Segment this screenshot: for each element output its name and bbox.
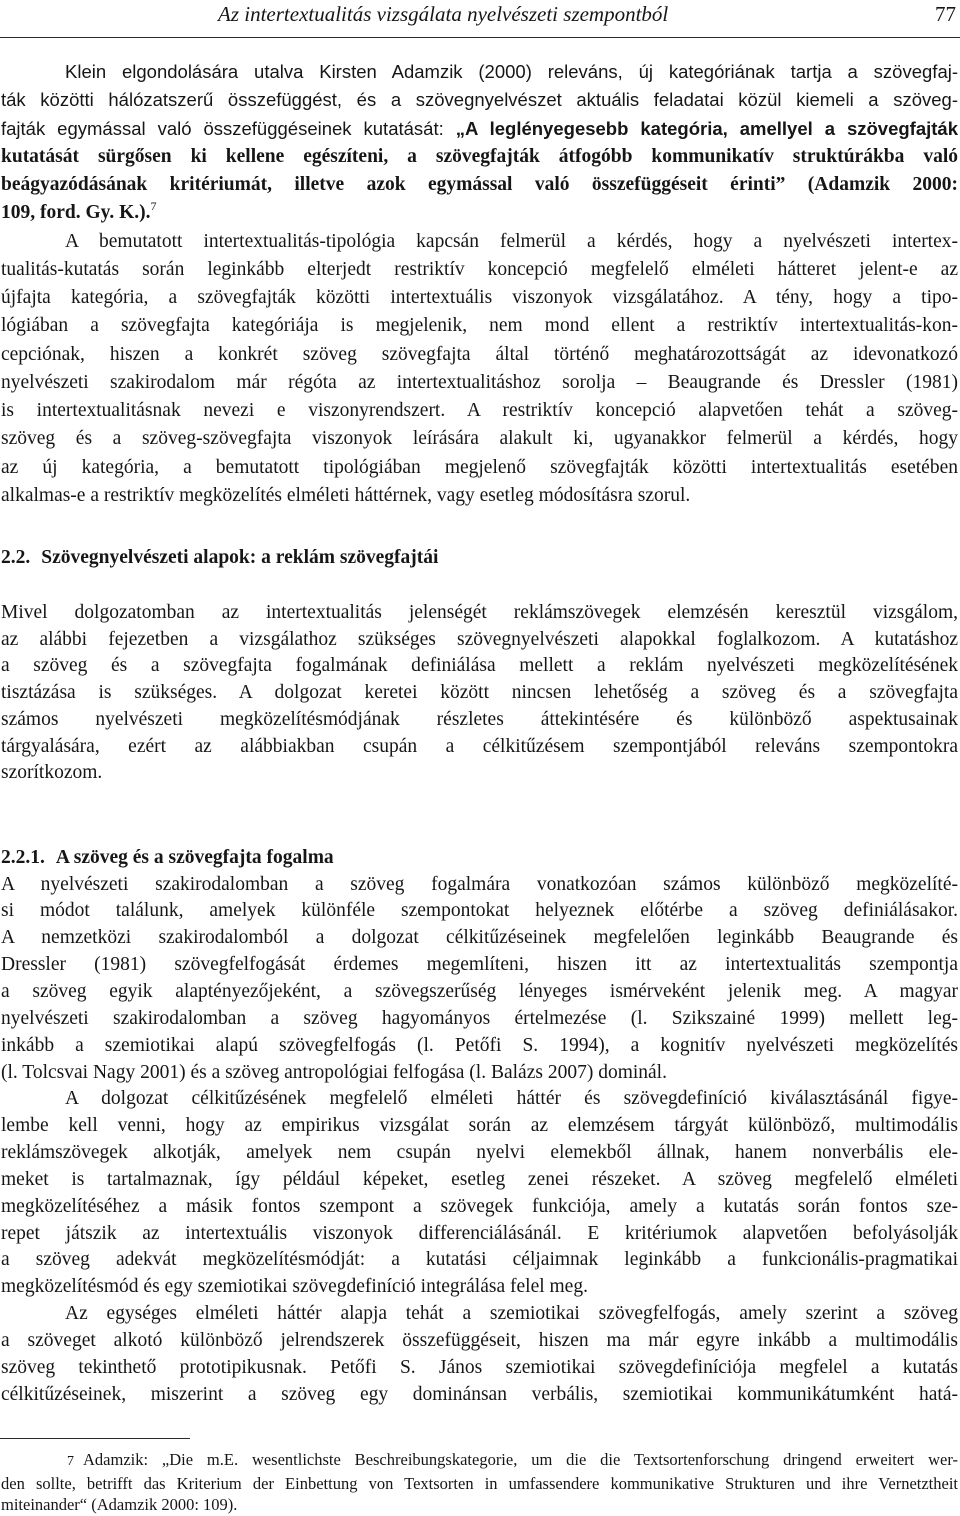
text-line: A dolgozat célkitűzésének megfelelő elméleti háttér és szövegdefiníció kiválasztásánál figye-	[65, 1088, 958, 1110]
footnote-line	[1, 1449, 958, 1473]
paragraph	[1, 872, 958, 1087]
text-line: tárgyalására, ezért az alábbiakban csupán a célkitűzésem szempontjából releváns szempontokra	[1, 735, 958, 757]
text-line: szöveg és a szöveg-szövegfajta viszonyok leírására alakult ki, ugyanakkor felmerül a kérdés, hogy	[1, 428, 958, 450]
text-line: az új kategória, a bemutatott tipológiában megjelenő szövegfajták közötti intertextualitás esetében	[1, 456, 958, 478]
header-rule	[0, 37, 960, 38]
text-line: Mivel dolgozatomban az intertextualitás jelenségét reklámszövegek elemzésén keresztül vizsgálom,	[1, 602, 958, 623]
text-line	[1, 171, 958, 199]
text-line: szorítkozom.	[1, 762, 103, 784]
text-line: újfajta kategória, a szövegfajták közötti intertextuális viszonyok vizsgálatához. A tény, hogy a tipo-	[1, 287, 958, 308]
text-line: A bemutatott intertextualitás-tipológia kapcsán felmerül a kérdés, hogy a nyelvészeti intertex-	[65, 230, 958, 252]
text-line	[1, 115, 958, 143]
text-line: szöveg tekinthető prototipikusnak. Petőfi S. János szemiotikai szövegdefiníciója megfelel a kutatás	[1, 1356, 958, 1378]
text-line: a szöveg egyik alaptényezőjeként, a szövegszerűség lényeges ismérveként jelenik meg. A magyar	[1, 980, 958, 1002]
paragraph	[1, 1301, 958, 1408]
text-line	[1, 199, 958, 227]
quote-text: „A leglényegesebb kategória, amellyel a szövegfajták	[455, 117, 959, 139]
text-line-segment: fajták egymással való összefüggéseinek kutatását:	[1, 117, 444, 139]
text-line: az alábbi fejezetben a vizsgálathoz szükséges szövegnyelvészeti alapokkal foglalkozom. A kutatáshoz	[1, 628, 958, 650]
footnote-line: den sollte, betrifft das Kriterium der Einbettung von Textsorten in umfassendere kommunikative Strukturen und ihre Vernetztheit	[1, 1473, 958, 1493]
text-line: a szöveg adekvát megközelítésmódját: a kutatási céljaimnak leginkább a funkcionális-pragmatikai	[1, 1249, 958, 1271]
text-line: megközelítésmód és egy szemiotikai szövegdefiníció integrálása felel meg.	[1, 1276, 588, 1298]
text-line: inkább a szemiotikai alapú szövegfelfogás (l. Petőfi S. 1994), a kognitív nyelvészeti megközelítés	[1, 1034, 958, 1056]
text-line: is intertextualitásnak nevezi e viszonyrendszert. A restriktív koncepció alapvetően tehát a szöveg-	[1, 400, 958, 421]
text-line: lógiában a szövegfajta kategóriája is megjelenik, nem mond ellent a restriktív intertextualitás-kon-	[1, 315, 958, 337]
text-line: alkalmas-e a restriktív megközelítés elméleti háttérnek, vagy esetleg módosításra szorul.	[1, 484, 691, 506]
section-number: 2.2.1.	[1, 847, 45, 868]
text-line: Az egységes elméleti háttér alapja tehát a szemiotikai szövegfelfogás, amely szerint a szöveg	[65, 1303, 958, 1325]
section-number: 2.2.	[1, 547, 31, 568]
footnote-text: Adamzik: „Die m.E. wesentlichste Beschreibungskategorie, um die die Textsortenforschung dringend erweitert wer-	[83, 1450, 958, 1469]
text-line: tisztázása is szükséges. A dolgozat keretei között nincsen lehetőség a szöveg és a szövegfajta	[1, 682, 958, 704]
page-number: 77	[935, 2, 956, 26]
text-line: A nyelvészeti szakirodalomban a szöveg fogalmára vonatkozóan számos különböző megközelíté-	[1, 873, 958, 895]
section-heading	[1, 544, 958, 572]
footnote	[1, 1449, 958, 1516]
citation-text: 109, ford. Gy. K.).	[1, 202, 151, 224]
text-line-segment: ták közötti hálózatszerű összefüggést, és a szövegnyelvészet aktuális feladatai közül kiemeli a szöveg-	[1, 89, 958, 111]
text-line: meket is tartalmaznak, így például képeket, esetleg zenei részeket. A szöveg megfelelő elméleti	[1, 1168, 958, 1190]
paragraph	[1, 58, 958, 228]
text-line: tualitás-kutatás során leginkább elterjedt restriktív koncepció megfelelő elméleti hátteret jelent-e az	[1, 258, 958, 280]
section-title: Szövegnyelvészeti alapok: a reklám szövegfajtái	[41, 547, 439, 568]
paragraph	[1, 600, 958, 787]
text-line-segment: Klein elgondolására utalva Kirsten Adamzik (2000) releváns, új kategóriának tartja a szövegfaj-	[65, 61, 958, 82]
text-line: a szöveg és a szövegfajta fogalmának definiálása mellett a reklám nyelvészeti megközelítésének	[1, 655, 958, 677]
text-line	[1, 86, 958, 114]
text-line: reklámszövegek alkotják, amelyek nem csupán nyelvi elemekből állnak, hanem nonverbális ele-	[1, 1142, 958, 1164]
text-line: repet játszik az intertextuális viszonyok differenciálásánál. E kritériumok alapvetően befolyásolják	[1, 1222, 958, 1244]
text-line: si módot találunk, amelyek különféle szempontokat helyeznek előtérbe a szöveg definiálásakor.	[1, 900, 958, 922]
text-line: lembe kell venni, hogy az empirikus vizsgálat során az elemzésem tárgyát különböző, multimodális	[1, 1115, 958, 1137]
text-line	[1, 58, 958, 86]
footnote-ref: 7	[150, 199, 157, 214]
text-line	[1, 143, 958, 171]
subsection-heading	[1, 844, 958, 872]
text-line: megközelítéséhez a másik fontos szempont a szövegek funkciója, amely a kutatás során fontos sze-	[1, 1195, 958, 1217]
section-title: A szöveg és a szövegfajta fogalma	[55, 847, 334, 868]
paragraph	[1, 1086, 958, 1301]
text-line: nyelvészeti szakirodalom már régóta az intertextualitáshoz sorolja – Beaugrande és Dressler (1981)	[1, 371, 958, 393]
text-line: (l. Tolcsvai Nagy 2001) és a szöveg antropológiai felfogása (l. Balázs 2007) dominál.	[1, 1061, 667, 1083]
text-line: cepciónak, hiszen a konkrét szöveg szövegfajta által történő meghatározottságát az idevonatkozó	[1, 343, 958, 365]
text-line: A nemzetközi szakirodalomból a dolgozat célkitűzéseinek megfelelően leginkább Beaugrande és	[1, 927, 958, 949]
body-text-bottom	[1, 872, 958, 1409]
footnote-number: 7	[67, 1454, 74, 1469]
text-line: Dressler (1981) szövegfelfogását érdemes megemlíteni, hiszen itt az intertextualitás szempontja	[1, 954, 958, 976]
paragraph	[1, 228, 958, 511]
body-text-top	[1, 58, 958, 510]
text-line: számos nyelvészeti megközelítésmódjának részletes áttekintésére és különböző aspektusainak	[1, 708, 958, 730]
quote-text: beágyazódásának kritériumát, illetve azok egymással való összefüggéseit érinti” (Adamzik 2000:	[1, 174, 958, 195]
text-line: a szöveget alkotó különböző jelrendszerek összefüggéseit, hiszen ma már egyre inkább a multimodális	[1, 1329, 958, 1351]
running-header-title: Az intertextualitás vizsgálata nyelvészeti szempontból	[218, 2, 669, 26]
footnote-line: miteinander“ (Adamzik 2000: 109).	[1, 1495, 238, 1514]
text-line: célkitűzéseinek, miszerint a szöveg egy dominánsan verbális, szemiotikai kommunikátumként hatá-	[1, 1383, 958, 1405]
footnote-separator	[0, 1438, 190, 1439]
text-line: nyelvészeti szakirodalomban a szöveg hagyományos értelmezése (l. Szikszainé 1999) mellett leg-	[1, 1007, 958, 1029]
quote-text: kutatását sürgősen ki kellene egészíteni, a szövegfajták átfogóbb kommunikatív struktúrákba való	[1, 145, 958, 167]
